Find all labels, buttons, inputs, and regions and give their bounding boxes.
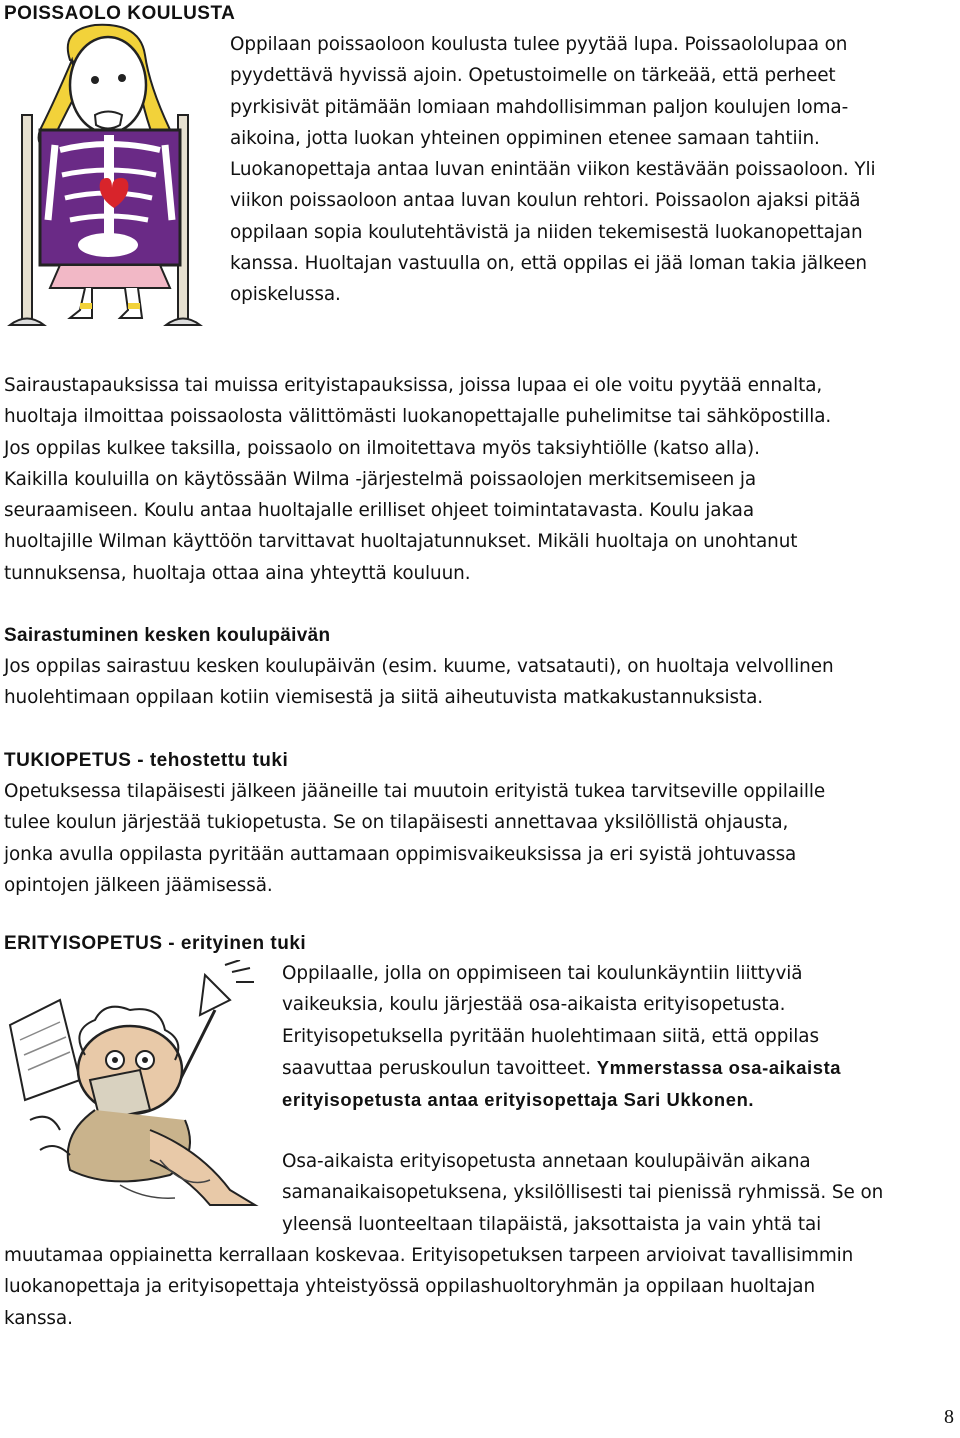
teacher-illustration — [0, 960, 275, 1210]
text-line: huolehtimaan oppilaan kotiin viemisestä ja siitä aiheutuvista matkakustannuksista. — [4, 687, 764, 709]
text-line: kanssa. Huoltajan vastuulla on, että oppilas ei jää loman takia jälkeen — [230, 253, 867, 275]
text-line: kanssa. — [4, 1307, 73, 1329]
text-line: opintojen jälkeen jäämisessä. — [4, 874, 273, 896]
text-line — [282, 1052, 841, 1084]
text-line: Luokanopettaja antaa luvan enintään viikon kestävään poissaoloon. Yli — [230, 159, 876, 181]
text-line: samanaikaisopetuksena, yksilöllisesti tai pienissä ryhmissä. Se on — [282, 1182, 884, 1204]
text-line: oppilaan sopia koulutehtävistä ja niiden tekemisestä luokanopettajan — [230, 221, 863, 243]
sairastuminen-paragraph — [4, 651, 834, 714]
erityisopetus-paragraph-2-full — [4, 1240, 853, 1334]
text-line: huoltaja ilmoittaa poissaolosta välittömästi luokanopettajalle puhelimitse tai sähköpostilla. — [4, 406, 832, 428]
text-line: jonka avulla oppilasta pyritään auttamaan oppimisvaikeuksissa ja eri syistä johtuvassa — [4, 843, 797, 865]
erityisopetus-paragraph-2-indented — [282, 1146, 883, 1240]
text-line: luokanopettaja ja erityisopettaja yhteistyössä oppilashuoltoryhmän ja oppilaan huoltajan — [4, 1276, 816, 1298]
text-line: Sairaustapauksissa tai muissa erityistapauksissa, joissa lupaa ei ole voitu pyytää ennalta, — [4, 375, 823, 396]
girl-xray-illustration — [0, 20, 225, 350]
text-line: tulee koulun järjestää tukiopetusta. Se on tilapäisesti annettavaa yksilöllistä ohjausta, — [4, 812, 789, 834]
text-line: pyydettävä hyvissä ajoin. Opetustoimelle on tärkeää, että perheet — [230, 65, 836, 87]
text-line: tunnuksensa, huoltaja ottaa aina yhteyttä kouluun. — [4, 562, 471, 584]
erityisopetus-paragraph-1 — [282, 958, 841, 1115]
text-line: Kaikilla kouluilla on käytössään Wilma -järjestelmä poissaolojen merkitsemiseen ja — [4, 468, 757, 490]
text-line: Jos oppilas kulkee taksilla, poissaolo on ilmoitettava myös taksiyhtiölle (katso alla). — [4, 437, 760, 459]
section-title-erityisopetus: ERITYISOPETUS - erityinen tuki — [4, 933, 307, 954]
bold-text-line: erityisopetusta antaa erityisopettaja Sari Ukkonen. — [282, 1089, 755, 1111]
bold-text-segment: Ymmerstassa osa-aikaista — [596, 1056, 842, 1078]
text-line: opiskelussa. — [230, 284, 341, 306]
text-line: Erityisopetuksella pyritään huolehtimaan siitä, että oppilas — [282, 1025, 819, 1047]
text-line: vaikeuksia, koulu järjestää osa-aikaista erityisopetusta. — [282, 994, 786, 1016]
text-line: Oppilaalle, jolla on oppimiseen tai koulunkäyntiin liittyviä — [282, 963, 803, 984]
tukiopetus-paragraph — [4, 776, 825, 901]
poissaolo-paragraph-1 — [230, 29, 876, 311]
teacher-reading-machine-icon — [0, 960, 275, 1210]
text-line: seuraamiseen. Koulu antaa huoltajalle erilliset ohjeet toimintatavasta. Koulu jakaa — [4, 500, 755, 522]
text-line: Oppilaan poissaoloon koulusta tulee pyytää lupa. Poissaololupaa on — [230, 34, 848, 55]
text-segment: saavuttaa peruskoulun tavoitteet. — [282, 1057, 597, 1079]
girl-xray-cartoon-icon — [0, 20, 225, 350]
page-number: 8 — [944, 1406, 954, 1428]
text-line: Opetuksessa tilapäisesti jälkeen jääneille tai muutoin erityistä tukea tarvitseville oppilaille — [4, 781, 826, 802]
text-line: Osa-aikaista erityisopetusta annetaan koulupäivän aikana — [282, 1151, 811, 1172]
text-line: yleensä luonteeltaan tilapäistä, jaksottaista ja vain yhtä tai — [282, 1213, 822, 1235]
text-line: viikon poissaoloon antaa luvan koulun rehtori. Poissaolon ajaksi pitää — [230, 190, 861, 212]
text-line: aikoina, jotta luokan yhteinen oppiminen etenee samaan tahtiin. — [230, 127, 820, 149]
text-line: muutamaa oppiainetta kerrallaan koskevaa. Erityisopetuksen tarpeen arvioivat tavallisimmin — [4, 1245, 854, 1266]
section-title-tukiopetus: TUKIOPETUS - tehostettu tuki — [4, 750, 289, 771]
poissaolo-paragraph-2 — [4, 370, 831, 589]
section-title-sairastuminen: Sairastuminen kesken koulupäivän — [4, 625, 331, 646]
text-line: pyrkisivät pitämään lomiaan mahdollisimman paljon koulujen loma- — [230, 96, 849, 118]
text-line: Jos oppilas sairastuu kesken koulupäivän (esim. kuume, vatsatauti), on huoltaja velvollinen — [4, 656, 834, 677]
section-title-poissaolo: POISSAOLO KOULUSTA — [4, 3, 236, 24]
text-line: huoltajille Wilman käyttöön tarvittavat huoltajatunnukset. Mikäli huoltaja on unohtanut — [4, 531, 798, 553]
